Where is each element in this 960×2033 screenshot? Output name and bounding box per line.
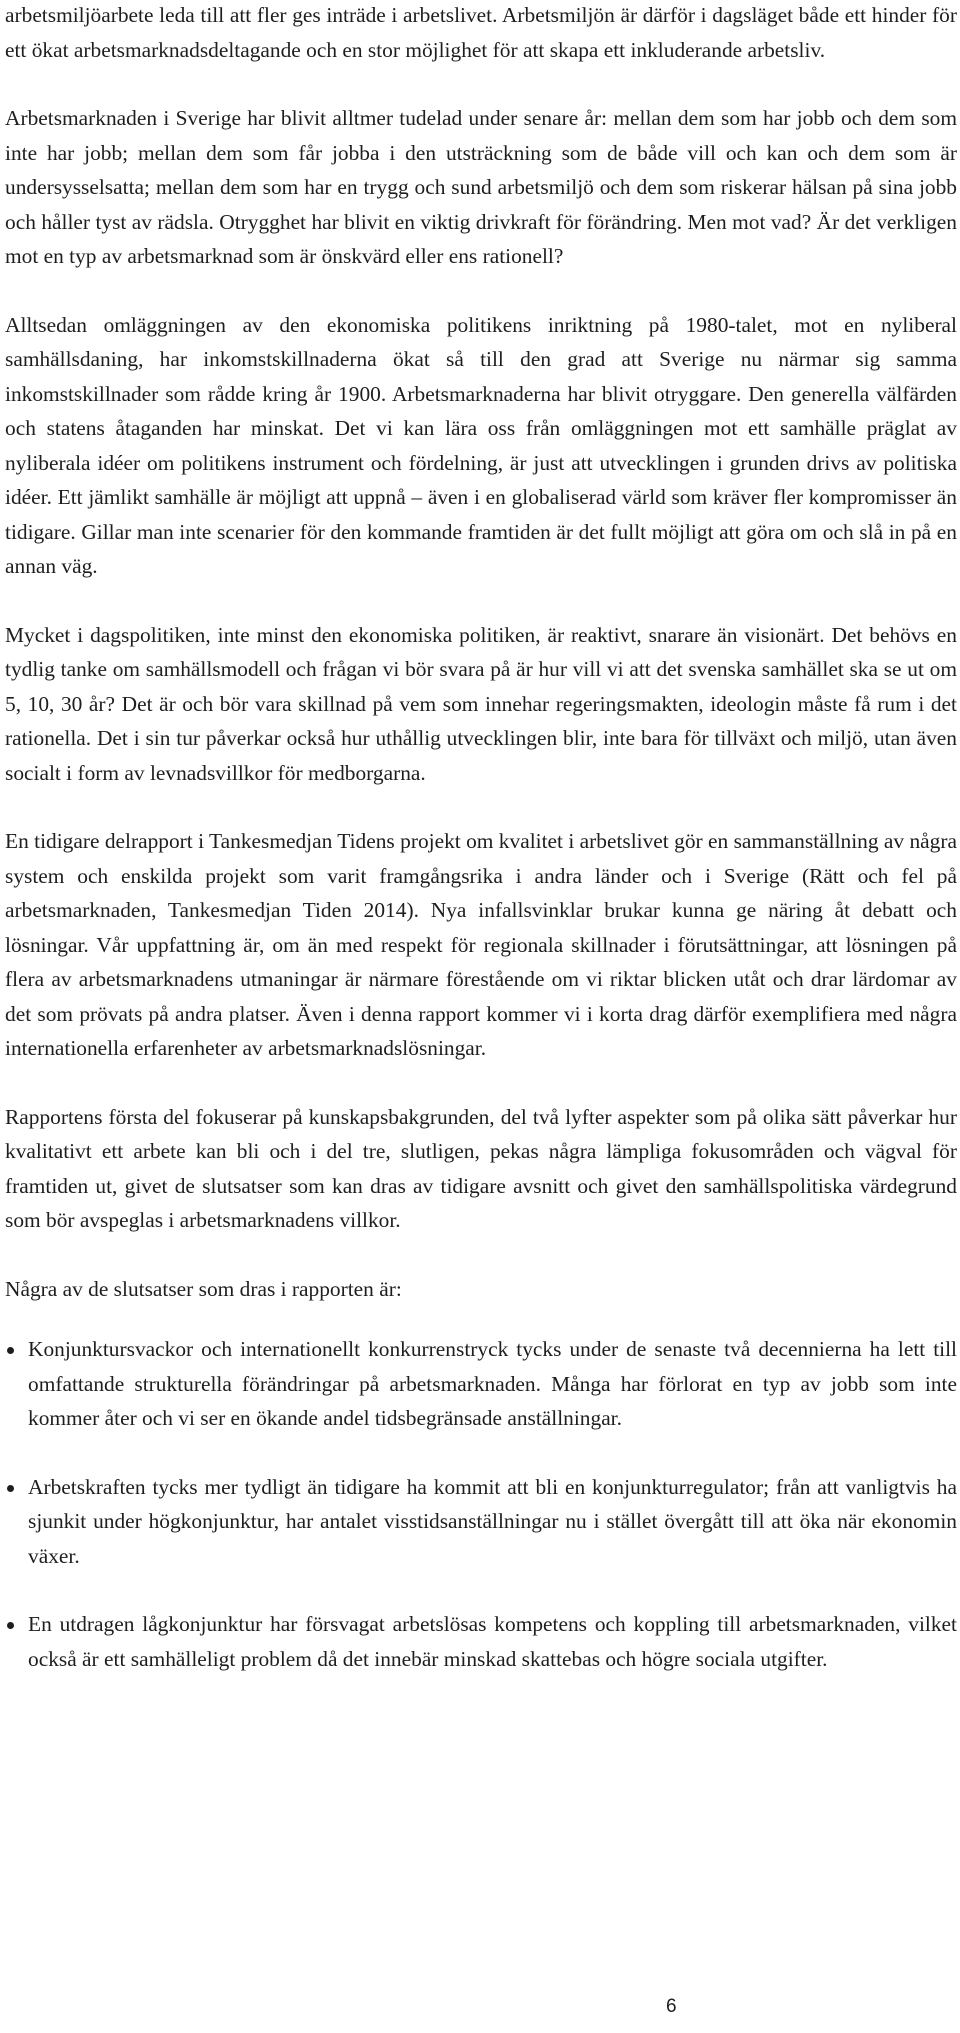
document-page xyxy=(5,0,957,1676)
list-item xyxy=(5,1332,957,1436)
paragraph-4: Mycket i dagspolitiken, inte minst den ekonomiska politiken, är reaktivt, snarare än visionärt. Det behövs en tydlig tanke om samhällsmodell och frågan vi bör svara på är hur vill vi att det svenska samhället ska se ut om 5, 10, 30 år? Det är och bör vara skillnad på vem som innehar regeringsmakten, ideologin måste få rum i det rationella. Det i sin tur påverkar också hur uthållig utvecklingen blir, inte bara för tillväxt och miljö, utan även socialt i form av levnadsvillkor för medborgarna. xyxy=(5,622,957,785)
bullet-icon xyxy=(7,1485,14,1492)
bullet-icon xyxy=(7,1622,14,1629)
list-item xyxy=(5,1607,957,1676)
list-item-text: Arbetskraften tycks mer tydligt än tidigare ha kommit att bli en konjunkturregulator; från att vanligtvis ha sjunkit under högkonjunktur, har antalet visstidsanställningar nu i stället övergått till att öka när ekonomin växer. xyxy=(28,1474,957,1568)
list-item-text: En utdragen lågkonjunktur har försvagat arbetslösas kompetens och koppling till arbetsmarknaden, vilket också är ett samhälleligt problem då det innebär minskad skattebas och högre sociala utgifter. xyxy=(28,1612,957,1671)
list-item-text: Konjunktursvackor och internationellt konkurrenstryck tycks under de senaste två decennierna ha lett till omfattande strukturella förändringar på arbetsmarknaden. Många har förlorat en typ av jobb som inte kommer åter och vi ser en ökande andel tidsbegränsade anställningar. xyxy=(28,1337,957,1430)
bullet-icon xyxy=(7,1347,14,1354)
paragraph-1: arbetsmiljöarbete leda till att fler ges inträde i arbetslivet. Arbetsmiljön är därför i dagsläget både ett hinder för ett ökat arbetsmarknadsdeltagande och en stor möjlighet för att skapa ett inkluderande arbetsliv. xyxy=(5,3,957,62)
conclusions-list xyxy=(5,1332,957,1676)
paragraph-3: Alltsedan omläggningen av den ekonomiska politikens inriktning på 1980-talet, mot en nyliberal samhällsdaning, har inkomstskillnaderna ökat så till den grad att Sverige nu närmar sig samma inkomstskillnader som rådde kring år 1900. Arbetsmarknaderna har blivit otryggare. Den generella välfärden och statens åtaganden har minskat. Det vi kan lära oss från omläggningen mot ett samhälle präglat av nyliberala idéer om politikens instrument och fördelning, är just att utvecklingen i grunden drivs av politiska idéer. Ett jämlikt samhälle är möjligt att uppnå – även i en globaliserad värld som kräver fler kompromisser än tidigare. Gillar man inte scenarier för den kommande framtiden är det fullt möjligt att göra om och slå in på en annan väg. xyxy=(5,312,957,578)
conclusions-list-wrapper xyxy=(5,1332,957,1676)
paragraph-6: Rapportens första del fokuserar på kunskapsbakgrunden, del två lyfter aspekter som på olika sätt påverkar hur kvalitativt ett arbete kan bli och i del tre, slutligen, pekas några lämpliga fokusområden och vägval för framtiden ut, givet de slutsatser som kan dras av tidigare avsnitt och givet den samhällspolitiska värdegrund som bör avspeglas i arbetsmarknadens villkor. xyxy=(5,1104,957,1232)
page-number: 6 xyxy=(666,1996,677,2017)
list-intro: Några av de slutsatser som dras i rapporten är: xyxy=(5,1276,402,1301)
paragraph-5: En tidigare delrapport i Tankesmedjan Tidens projekt om kvalitet i arbetslivet gör en sammanställning av några system och enskilda projekt som varit framgångsrika i andra länder och i Sverige (Rätt och fel på arbetsmarknaden, Tankesmedjan Tiden 2014). Nya infallsvinklar brukar kunna ge näring åt debatt och lösningar. Vår uppfattning är, om än med respekt för regionala skillnader i förutsättningar, att lösningen på flera av arbetsmarknadens utmaningar är närmare förestående om vi riktar blicken utåt och drar lärdomar av det som prövats på andra platser. Även i denna rapport kommer vi i korta drag därför exemplifiera med några internationella erfarenheter av arbetsmarknadslösningar. xyxy=(5,829,957,1060)
list-item xyxy=(5,1470,957,1574)
paragraph-2: Arbetsmarknaden i Sverige har blivit alltmer tudelad under senare år: mellan dem som har jobb och dem som inte har jobb; mellan dem som får jobba i den utsträckning som de både vill och kan och dem som är undersysselsatta; mellan dem som har en trygg och sund arbetsmiljö och dem som riskerar hälsan på sina jobb och håller tyst av rädsla. Otrygghet har blivit en viktig drivkraft för förändring. Men mot vad? Är det verkligen mot en typ av arbetsmarknad som är önskvärd eller ens rationell? xyxy=(5,106,957,268)
